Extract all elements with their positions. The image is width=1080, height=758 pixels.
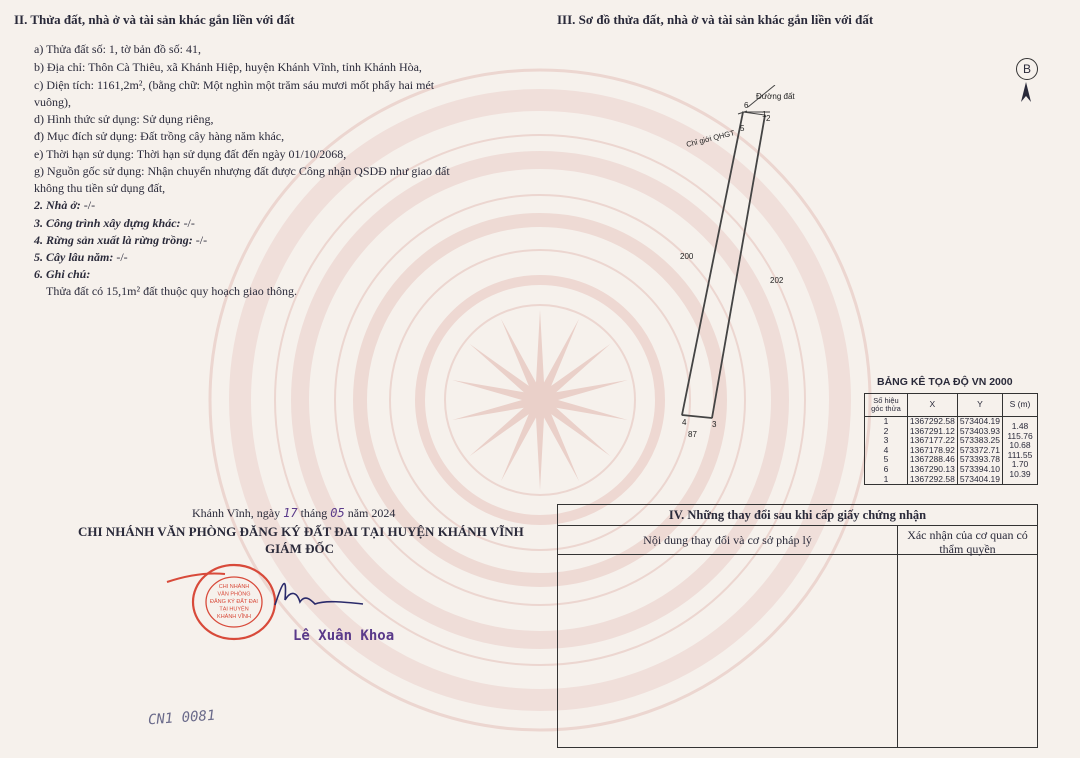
coord-cell-x: 1367178.92 [907,446,957,456]
seal-line: CHI NHÁNH [218,584,250,590]
handwritten-code: CN1 0081 [147,707,216,729]
signature-icon [165,560,365,620]
issue-date: Khánh Vĩnh, ngày 17 tháng 05 năm 2024 [192,506,396,520]
coord-cell-y: 573404.19 [957,475,1002,485]
point-1: 1 [762,110,767,119]
item-note: 6. Ghi chú: [34,267,91,281]
area-cont: vuông), [34,95,71,109]
item-perennial: 5. Cây lâu năm: -/- [34,250,128,264]
signer-position: GIÁM ĐỐC [265,541,334,556]
coord-cell-x: 1367292.58 [907,417,957,427]
coord-cell-y: 573404.19 [957,417,1002,427]
coord-cell-y: 573372.71 [957,446,1002,456]
coord-cell-y: 573403.93 [957,427,1002,437]
point-5: 5 [740,124,745,133]
coord-cell-y: 573394.10 [957,465,1002,475]
parcel-map [670,85,810,445]
coord-cell-y: 573393.78 [957,455,1002,465]
coord-cell-pt: 3 [865,436,908,446]
coordinate-table [864,393,1038,485]
point-6: 6 [744,101,749,110]
changes-title: IV. Những thay đổi sau khi cấp giấy chứng nhận [558,505,1037,526]
coord-cell-pt: 1 [865,475,908,485]
col-corner: Số hiệu góc thửa [865,394,908,417]
coord-cell-s: 10.39 [1003,470,1038,480]
section-iii-title: III. Sơ đồ thửa đất, nhà ở và tài sản khác gắn liền với đất [557,12,874,27]
neighbor-200: 200 [680,252,694,261]
coord-cell-x: 1367290.13 [907,465,957,475]
seal-line: TẠI HUYỆN [219,606,249,613]
changes-col-confirm: Xác nhận của cơ quan có thẩm quyền [898,525,1037,555]
coord-cell-x: 1367291.12 [907,427,957,437]
seal-line: VĂN PHÒNG [217,591,251,598]
coord-cell-y: 573383.25 [957,436,1002,446]
usage-form: d) Hình thức sử dụng: Sử dụng riêng, [34,112,214,126]
coord-cell-s: 1.48 [1003,422,1038,432]
neighbor-87: 87 [688,430,697,439]
address: b) Địa chỉ: Thôn Cà Thiêu, xã Khánh Hiệp, huyện Khánh Vĩnh, tỉnh Khánh Hòa, [34,60,422,74]
usage-purpose: đ) Mục đích sử dụng: Đất trồng cây hàng năm khác, [34,129,285,143]
coord-cell-pt: 4 [865,446,908,456]
usage-origin: g) Nguồn gốc sử dụng: Nhận chuyển nhượng đất được Công nhận QSDĐ như giao đất [34,164,450,178]
coord-cell-pt: 6 [865,465,908,475]
note-text: Thửa đất có 15,1m² đất thuộc quy hoạch giao thông. [46,284,298,298]
coord-cell-s: 111.55 [1003,451,1038,461]
coord-cell-pt: 5 [865,455,908,465]
item-forest: 4. Rừng sản xuất là rừng trồng: -/- [34,233,208,247]
coord-table-title: BẢNG KÊ TỌA ĐỘ VN 2000 [877,376,1013,388]
point-2: 2 [766,114,771,123]
coord-cell-s: 10.68 [1003,441,1038,451]
coord-cell-s: 115.76 [1003,432,1038,442]
drum-star-icon [452,310,627,490]
seal-line: ĐĂNG KÝ ĐẤT ĐAI [210,599,258,605]
col-x: X [907,394,957,417]
changes-col-content: Nội dung thay đổi và cơ sở pháp lý [558,525,897,555]
north-compass: B [1016,58,1038,80]
parcel-number: a) Thửa đất số: 1, tờ bản đồ số: 41, [34,42,201,56]
usage-origin-cont: không thu tiền sử dụng đất, [34,181,166,195]
coord-cell-x: 1367292.58 [907,475,957,485]
coord-cell-x: 1367288.46 [907,455,957,465]
col-y: Y [957,394,1002,417]
coord-cell-pt: 1 [865,417,908,427]
coord-cell-pt: 2 [865,427,908,437]
point-3: 3 [712,420,717,429]
col-s: S (m) [1003,394,1038,417]
coord-cell-x: 1367177.22 [907,436,957,446]
area: c) Diện tích: 1161,2m², (bằng chữ: Một nghìn một trăm sáu mươi mốt phẩy hai mét [34,78,435,92]
boundary-label: Chỉ giới QHGT [685,128,736,149]
section-ii-title: II. Thửa đất, nhà ở và tài sản khác gắn liền với đất [14,12,295,27]
signer-name: Lê Xuân Khoa [293,628,395,644]
neighbor-202: 202 [770,276,784,285]
issuing-office: CHI NHÁNH VĂN PHÒNG ĐĂNG KÝ ĐẤT ĐAI TẠI HUYỆN KHÁNH VĨNH [78,524,524,539]
coord-cell-s [1003,480,1038,490]
north-arrow-icon [1020,82,1032,104]
item-construction: 3. Công trình xây dựng khác: -/- [34,216,195,230]
changes-section [557,504,1038,748]
coord-cell-s: 1.70 [1003,460,1038,470]
point-4: 4 [682,418,687,427]
usage-term: e) Thời hạn sử dụng: Thời hạn sử dụng đất đến ngày 01/10/2068, [34,147,347,161]
road-label: Đường đất [756,92,795,101]
item-house: 2. Nhà ở: -/- [34,198,96,212]
seal-line: KHÁNH VĨNH [217,614,251,620]
